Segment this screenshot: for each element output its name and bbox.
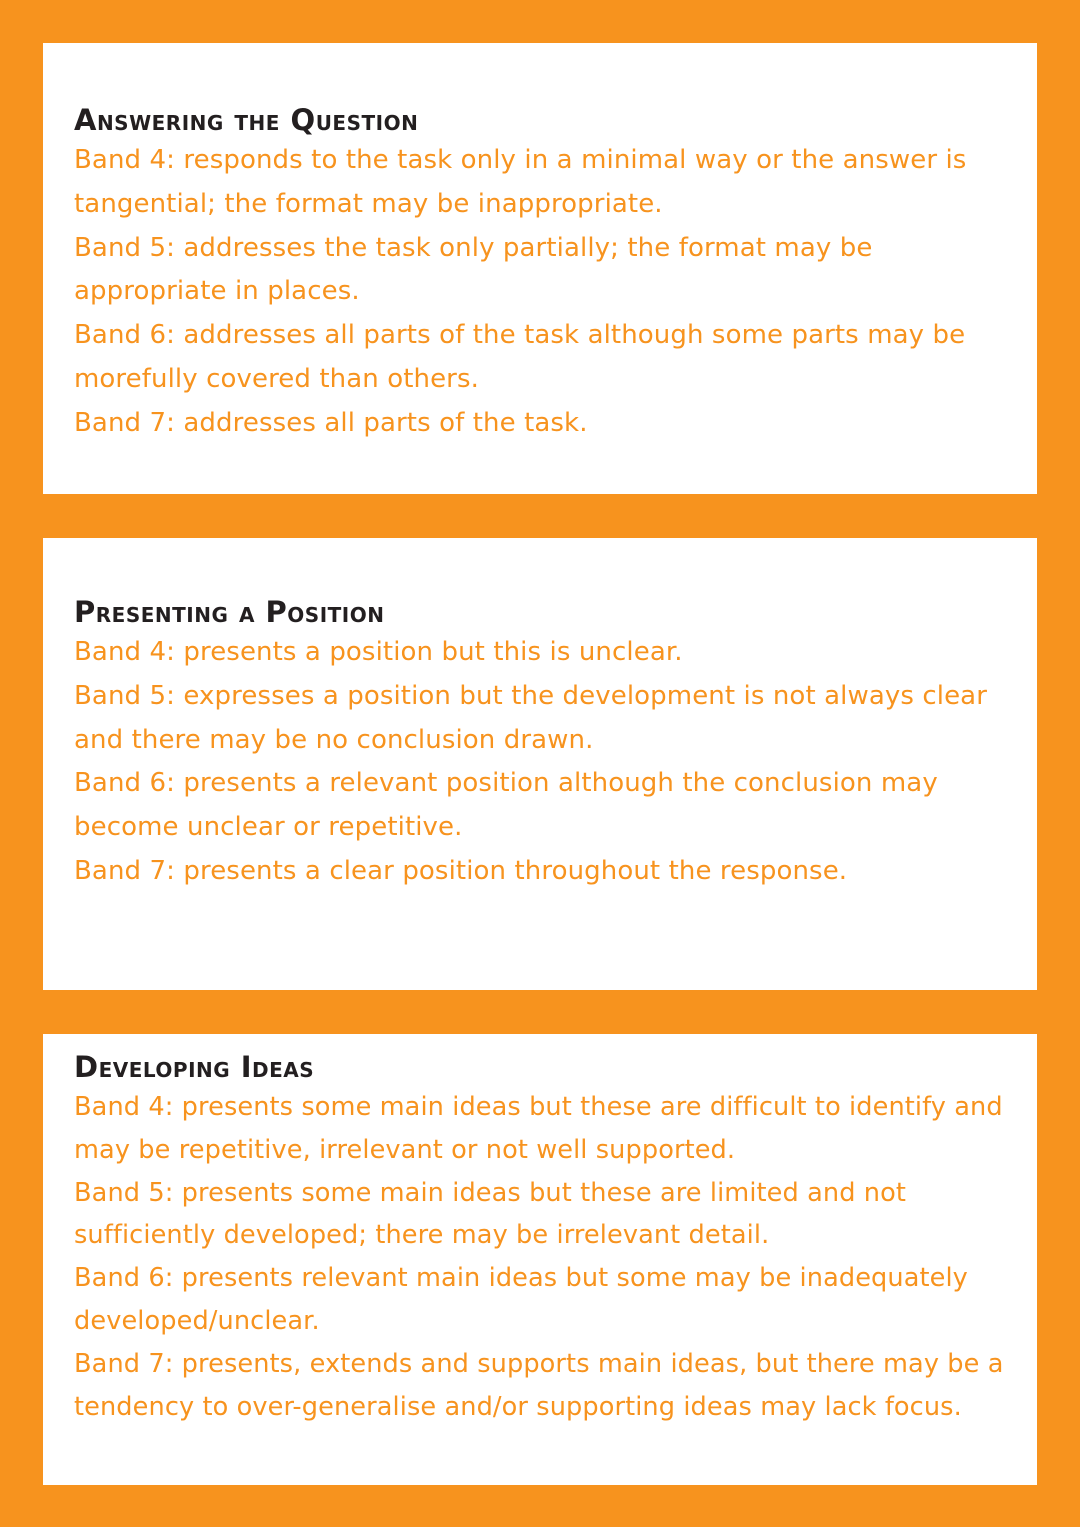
section-heading: Developing Ideas (74, 1050, 315, 1084)
band-7-descriptor: Band 7: addresses all parts of the task. (74, 407, 588, 438)
band-6-descriptor: Band 6: presents relevant main ideas but some may be inadequately developed/unclear. (74, 1263, 968, 1336)
band-6-descriptor: Band 6: presents a relevant position although the conclusion may become unclear or repetitive. (74, 768, 938, 843)
band-7-descriptor: Band 7: presents, extends and supports main ideas, but there may be a tendency to over-generalise and/or supporting ideas may lack focus. (74, 1348, 1004, 1422)
band-6-descriptor: Band 6: addresses all parts of the task although some parts may be morefully covered than others. (74, 320, 966, 394)
section-heading: Answering the Question (74, 103, 419, 137)
band-5-descriptor: Band 5: expresses a position but the development is not always clear and there may be no conclusion drawn. (74, 680, 987, 755)
answering-the-question-card (43, 43, 1037, 494)
presenting-a-position-card (43, 538, 1037, 990)
band-4-descriptor: Band 4: presents some main ideas but these are difficult to identify and may be repetitive, irrelevant or not well supported. (74, 1092, 1003, 1165)
band-5-descriptor: Band 5: addresses the task only partially; the format may be appropriate in places. (74, 232, 873, 307)
band-list (74, 139, 1029, 446)
band-4-descriptor: Band 4: presents a position but this is unclear. (74, 637, 683, 667)
band-5-descriptor: Band 5: presents some main ideas but these are limited and not sufficiently developed; there may be irrelevant detail. (74, 1177, 906, 1251)
band-list (74, 1086, 1029, 1428)
band-4-descriptor: Band 4: responds to the task only in a minimal way or the answer is tangential; the format may be inappropriate. (74, 145, 967, 219)
developing-ideas-card (43, 1034, 1037, 1485)
band-7-descriptor: Band 7: presents a clear position throughout the response. (74, 855, 848, 886)
band-list (74, 631, 1029, 894)
section-heading: Presenting a Position (74, 595, 385, 629)
